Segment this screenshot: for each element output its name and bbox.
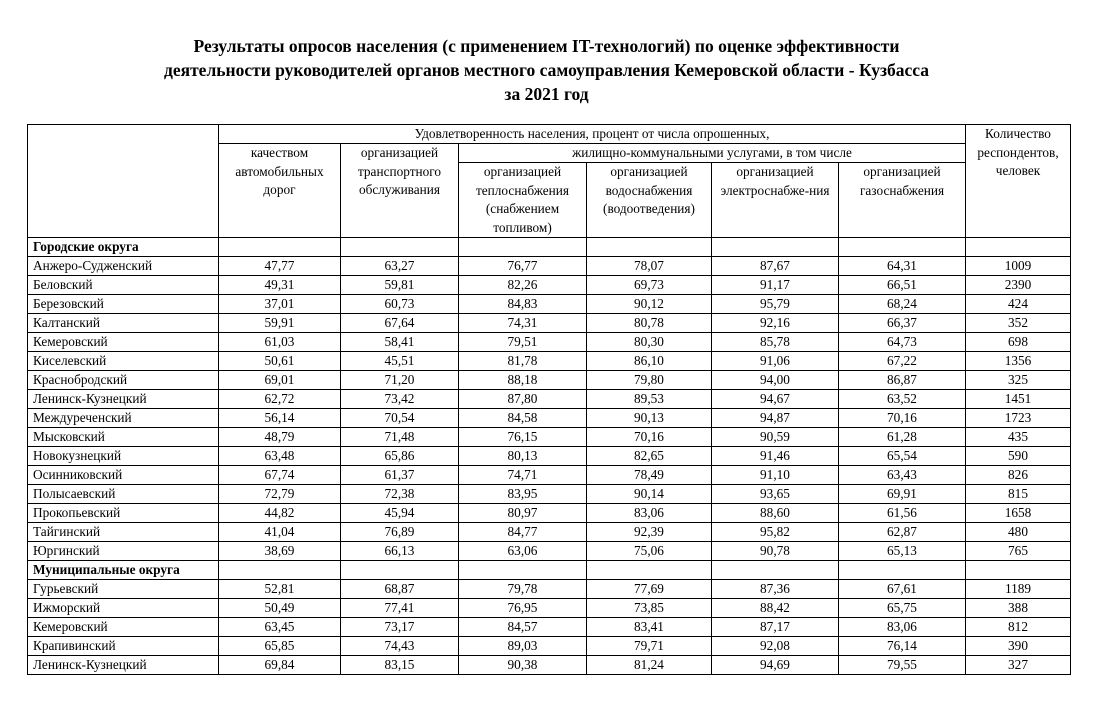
value-cell: 50,61 — [219, 352, 341, 371]
value-cell: 90,13 — [587, 409, 712, 428]
header-heat: организацией теплоснабжения (снабжением топливом) — [459, 163, 587, 238]
table-row — [28, 466, 1071, 485]
value-cell: 71,48 — [341, 428, 459, 447]
value-cell: 70,16 — [587, 428, 712, 447]
value-cell: 50,49 — [219, 599, 341, 618]
value-cell: 826 — [966, 466, 1071, 485]
value-cell: 80,30 — [587, 333, 712, 352]
value-cell: 62,87 — [839, 523, 966, 542]
title-line-3: за 2021 год — [504, 84, 589, 104]
value-cell: 88,18 — [459, 371, 587, 390]
value-cell: 84,77 — [459, 523, 587, 542]
empty-cell — [966, 561, 1071, 580]
value-cell: 72,79 — [219, 485, 341, 504]
district-name: Краснобродский — [28, 371, 219, 390]
value-cell: 48,79 — [219, 428, 341, 447]
value-cell: 38,69 — [219, 542, 341, 561]
value-cell: 45,51 — [341, 352, 459, 371]
value-cell: 63,52 — [839, 390, 966, 409]
table-row — [28, 352, 1071, 371]
value-cell: 95,79 — [712, 295, 839, 314]
header-satisfaction: Удовлетворенность населения, процент от числа опрошенных, — [219, 125, 966, 144]
value-cell: 84,57 — [459, 618, 587, 637]
value-cell: 76,89 — [341, 523, 459, 542]
value-cell: 79,80 — [587, 371, 712, 390]
value-cell: 1451 — [966, 390, 1071, 409]
district-name: Прокопьевский — [28, 504, 219, 523]
value-cell: 94,87 — [712, 409, 839, 428]
value-cell: 67,22 — [839, 352, 966, 371]
value-cell: 61,56 — [839, 504, 966, 523]
value-cell: 92,08 — [712, 637, 839, 656]
value-cell: 698 — [966, 333, 1071, 352]
value-cell: 60,73 — [341, 295, 459, 314]
value-cell: 87,67 — [712, 257, 839, 276]
value-cell: 87,17 — [712, 618, 839, 637]
empty-cell — [341, 561, 459, 580]
value-cell: 1723 — [966, 409, 1071, 428]
table-row — [28, 371, 1071, 390]
value-cell: 1658 — [966, 504, 1071, 523]
value-cell: 66,37 — [839, 314, 966, 333]
document-title — [0, 34, 1093, 106]
value-cell: 76,15 — [459, 428, 587, 447]
section-label: Городские округа — [28, 238, 219, 257]
value-cell: 49,31 — [219, 276, 341, 295]
value-cell: 85,78 — [712, 333, 839, 352]
empty-cell — [966, 238, 1071, 257]
value-cell: 59,91 — [219, 314, 341, 333]
value-cell: 88,42 — [712, 599, 839, 618]
value-cell: 2390 — [966, 276, 1071, 295]
value-cell: 63,48 — [219, 447, 341, 466]
table-row — [28, 618, 1071, 637]
value-cell: 90,59 — [712, 428, 839, 447]
value-cell: 65,75 — [839, 599, 966, 618]
value-cell: 65,86 — [341, 447, 459, 466]
value-cell: 69,01 — [219, 371, 341, 390]
value-cell: 77,41 — [341, 599, 459, 618]
value-cell: 812 — [966, 618, 1071, 637]
section-label: Муниципальные округа — [28, 561, 219, 580]
value-cell: 69,91 — [839, 485, 966, 504]
value-cell: 78,49 — [587, 466, 712, 485]
value-cell: 90,12 — [587, 295, 712, 314]
value-cell: 61,28 — [839, 428, 966, 447]
value-cell: 590 — [966, 447, 1071, 466]
value-cell: 73,85 — [587, 599, 712, 618]
value-cell: 89,53 — [587, 390, 712, 409]
value-cell: 47,77 — [219, 257, 341, 276]
value-cell: 390 — [966, 637, 1071, 656]
header-housing: жилищно-коммунальными услугами, в том числе — [459, 144, 966, 163]
value-cell: 64,73 — [839, 333, 966, 352]
empty-cell — [219, 561, 341, 580]
value-cell: 90,78 — [712, 542, 839, 561]
value-cell: 93,65 — [712, 485, 839, 504]
value-cell: 83,95 — [459, 485, 587, 504]
district-name: Осинниковский — [28, 466, 219, 485]
title-line-1: Результаты опросов населения (с применением IT-технологий) по оценке эффективности — [193, 36, 900, 56]
value-cell: 94,67 — [712, 390, 839, 409]
value-cell: 63,43 — [839, 466, 966, 485]
value-cell: 80,78 — [587, 314, 712, 333]
table-row — [28, 333, 1071, 352]
empty-cell — [587, 561, 712, 580]
district-name: Юргинский — [28, 542, 219, 561]
value-cell: 71,20 — [341, 371, 459, 390]
section-row — [28, 238, 1071, 257]
value-cell: 45,94 — [341, 504, 459, 523]
value-cell: 79,71 — [587, 637, 712, 656]
value-cell: 65,13 — [839, 542, 966, 561]
header-transport: организацией транспортного обслуживания — [341, 144, 459, 238]
district-name: Калтанский — [28, 314, 219, 333]
table-row — [28, 257, 1071, 276]
value-cell: 87,80 — [459, 390, 587, 409]
value-cell: 1356 — [966, 352, 1071, 371]
value-cell: 67,64 — [341, 314, 459, 333]
value-cell: 480 — [966, 523, 1071, 542]
value-cell: 79,55 — [839, 656, 966, 675]
table-row — [28, 504, 1071, 523]
value-cell: 74,71 — [459, 466, 587, 485]
table-row — [28, 409, 1071, 428]
district-name: Гурьевский — [28, 580, 219, 599]
value-cell: 388 — [966, 599, 1071, 618]
title-line-2: деятельности руководителей органов местного самоуправления Кемеровской области - Кузбасса — [164, 60, 929, 80]
value-cell: 68,87 — [341, 580, 459, 599]
value-cell: 84,58 — [459, 409, 587, 428]
value-cell: 65,85 — [219, 637, 341, 656]
value-cell: 435 — [966, 428, 1071, 447]
empty-cell — [459, 238, 587, 257]
table-row — [28, 656, 1071, 675]
value-cell: 815 — [966, 485, 1071, 504]
value-cell: 79,78 — [459, 580, 587, 599]
empty-cell — [587, 238, 712, 257]
district-name: Ленинск-Кузнецкий — [28, 656, 219, 675]
value-cell: 81,24 — [587, 656, 712, 675]
district-name: Тайгинский — [28, 523, 219, 542]
table-row — [28, 580, 1071, 599]
district-name: Полысаевский — [28, 485, 219, 504]
value-cell: 92,39 — [587, 523, 712, 542]
district-name: Новокузнецкий — [28, 447, 219, 466]
value-cell: 70,16 — [839, 409, 966, 428]
table-row — [28, 428, 1071, 447]
table-body — [28, 125, 1071, 675]
district-name: Ленинск-Кузнецкий — [28, 390, 219, 409]
value-cell: 63,06 — [459, 542, 587, 561]
value-cell: 89,03 — [459, 637, 587, 656]
value-cell: 64,31 — [839, 257, 966, 276]
district-name: Междуреченский — [28, 409, 219, 428]
value-cell: 72,38 — [341, 485, 459, 504]
value-cell: 86,87 — [839, 371, 966, 390]
value-cell: 327 — [966, 656, 1071, 675]
value-cell: 74,43 — [341, 637, 459, 656]
value-cell: 63,45 — [219, 618, 341, 637]
value-cell: 424 — [966, 295, 1071, 314]
header-empty-cell — [28, 125, 219, 238]
table-row — [28, 276, 1071, 295]
empty-cell — [459, 561, 587, 580]
header-row-1 — [28, 125, 1071, 144]
value-cell: 69,84 — [219, 656, 341, 675]
table-row — [28, 447, 1071, 466]
table-row — [28, 295, 1071, 314]
empty-cell — [712, 238, 839, 257]
table-row — [28, 599, 1071, 618]
value-cell: 52,81 — [219, 580, 341, 599]
value-cell: 69,73 — [587, 276, 712, 295]
table-row — [28, 314, 1071, 333]
value-cell: 78,07 — [587, 257, 712, 276]
value-cell: 83,15 — [341, 656, 459, 675]
header-electric: организацией электроснабже-ния — [712, 163, 839, 238]
value-cell: 92,16 — [712, 314, 839, 333]
value-cell: 67,61 — [839, 580, 966, 599]
value-cell: 61,37 — [341, 466, 459, 485]
district-name: Кемеровский — [28, 333, 219, 352]
value-cell: 83,06 — [587, 504, 712, 523]
value-cell: 1189 — [966, 580, 1071, 599]
district-name: Крапивинский — [28, 637, 219, 656]
value-cell: 83,06 — [839, 618, 966, 637]
value-cell: 1009 — [966, 257, 1071, 276]
table-row — [28, 523, 1071, 542]
value-cell: 80,13 — [459, 447, 587, 466]
value-cell: 91,10 — [712, 466, 839, 485]
table-row — [28, 542, 1071, 561]
value-cell: 63,27 — [341, 257, 459, 276]
value-cell: 74,31 — [459, 314, 587, 333]
value-cell: 73,17 — [341, 618, 459, 637]
district-name: Киселевский — [28, 352, 219, 371]
value-cell: 76,95 — [459, 599, 587, 618]
table-row — [28, 637, 1071, 656]
value-cell: 90,14 — [587, 485, 712, 504]
district-name: Ижморский — [28, 599, 219, 618]
value-cell: 82,65 — [587, 447, 712, 466]
district-name: Березовский — [28, 295, 219, 314]
value-cell: 37,01 — [219, 295, 341, 314]
value-cell: 61,03 — [219, 333, 341, 352]
value-cell: 90,38 — [459, 656, 587, 675]
value-cell: 94,69 — [712, 656, 839, 675]
value-cell: 66,51 — [839, 276, 966, 295]
empty-cell — [712, 561, 839, 580]
value-cell: 80,97 — [459, 504, 587, 523]
value-cell: 91,46 — [712, 447, 839, 466]
value-cell: 83,41 — [587, 618, 712, 637]
value-cell: 41,04 — [219, 523, 341, 542]
value-cell: 77,69 — [587, 580, 712, 599]
value-cell: 62,72 — [219, 390, 341, 409]
value-cell: 68,24 — [839, 295, 966, 314]
table-row — [28, 390, 1071, 409]
value-cell: 44,82 — [219, 504, 341, 523]
empty-cell — [839, 238, 966, 257]
empty-cell — [839, 561, 966, 580]
value-cell: 73,42 — [341, 390, 459, 409]
header-roads: качеством автомобильных дорог — [219, 144, 341, 238]
district-name: Анжеро-Судженский — [28, 257, 219, 276]
value-cell: 325 — [966, 371, 1071, 390]
survey-results-table — [27, 124, 1071, 675]
section-row — [28, 561, 1071, 580]
value-cell: 56,14 — [219, 409, 341, 428]
value-cell: 67,74 — [219, 466, 341, 485]
value-cell: 82,26 — [459, 276, 587, 295]
value-cell: 352 — [966, 314, 1071, 333]
value-cell: 75,06 — [587, 542, 712, 561]
header-respondent-count: Количество респондентов, человек — [966, 125, 1071, 238]
value-cell: 76,77 — [459, 257, 587, 276]
value-cell: 76,14 — [839, 637, 966, 656]
district-name: Беловский — [28, 276, 219, 295]
value-cell: 70,54 — [341, 409, 459, 428]
value-cell: 91,17 — [712, 276, 839, 295]
district-name: Мысковский — [28, 428, 219, 447]
empty-cell — [341, 238, 459, 257]
value-cell: 58,41 — [341, 333, 459, 352]
value-cell: 84,83 — [459, 295, 587, 314]
value-cell: 765 — [966, 542, 1071, 561]
value-cell: 59,81 — [341, 276, 459, 295]
district-name: Кемеровский — [28, 618, 219, 637]
value-cell: 94,00 — [712, 371, 839, 390]
header-water: организацией водоснабжения (водоотведения) — [587, 163, 712, 238]
value-cell: 65,54 — [839, 447, 966, 466]
value-cell: 87,36 — [712, 580, 839, 599]
value-cell: 95,82 — [712, 523, 839, 542]
value-cell: 79,51 — [459, 333, 587, 352]
value-cell: 81,78 — [459, 352, 587, 371]
header-gas: организацией газоснабжения — [839, 163, 966, 238]
empty-cell — [219, 238, 341, 257]
value-cell: 88,60 — [712, 504, 839, 523]
value-cell: 91,06 — [712, 352, 839, 371]
value-cell: 86,10 — [587, 352, 712, 371]
value-cell: 66,13 — [341, 542, 459, 561]
table-row — [28, 485, 1071, 504]
